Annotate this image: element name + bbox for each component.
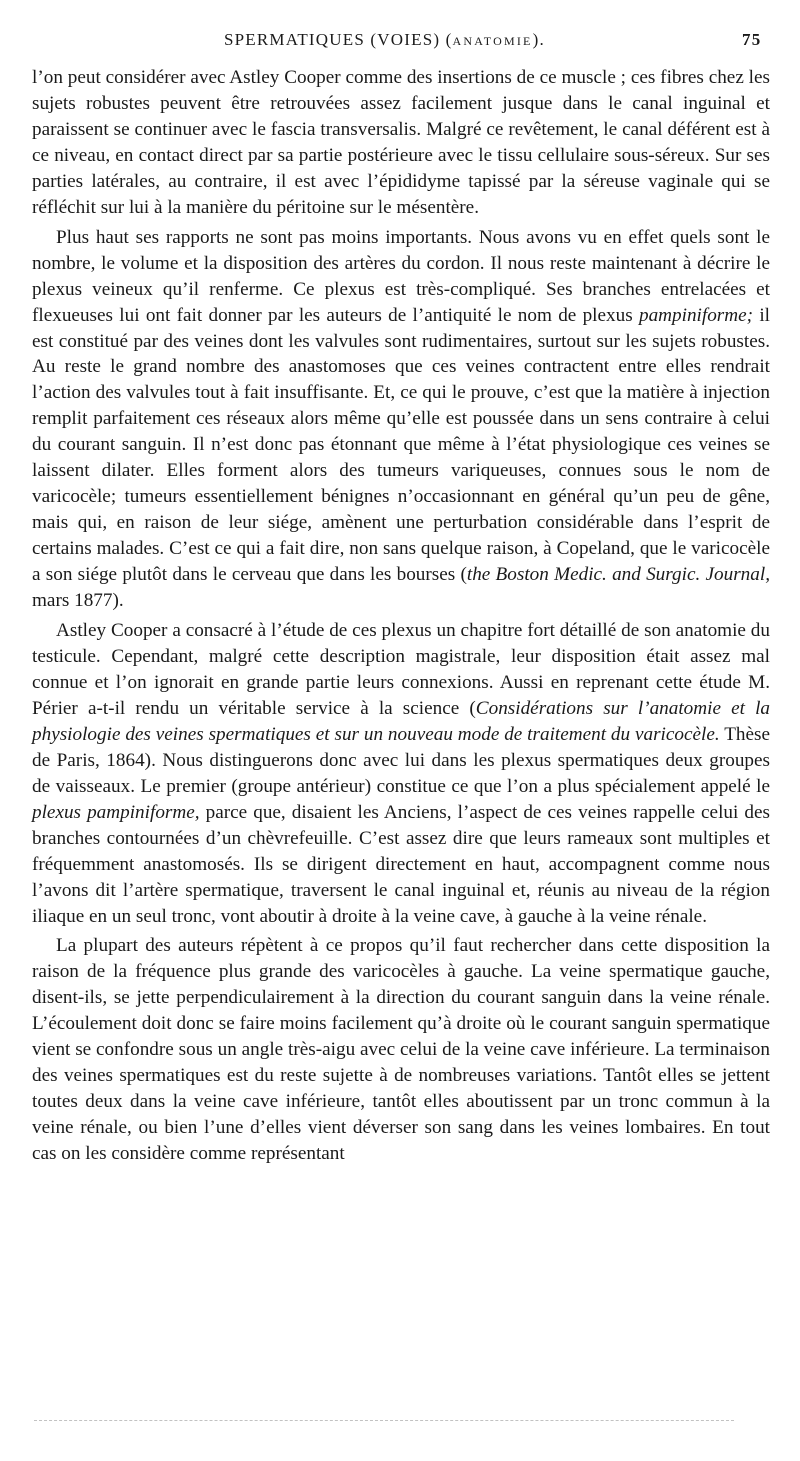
running-header: [0, 30, 800, 54]
paragraph-1: [32, 65, 770, 221]
footer-dotted-rule: [34, 1420, 734, 1421]
running-title-small-caps: ANATOMIE: [452, 34, 533, 48]
running-title-end: ).: [532, 30, 545, 49]
running-title-main: SPERMATIQUES (VOIES) (: [224, 30, 453, 49]
paragraph-3-italic-a: Considérations sur l’anatomie et la physiologie des veines spermatiques et sur un nouveau mode de traitement du varicocèle.: [32, 697, 771, 745]
paragraph-2-text-b: il est constitué par des veines dont les valvules sont rudimentaires, surtout sur les sujets robustes. Au reste le grand nombre des anastomoses que ces veines contractent entre elles rendrait l’action des valvules tout à fait insuffisante. Et, ce qui le prouve, c’est que la matière à injection remplit parfaitement ces réseaux alors même qu’elle est poussée dans un sens contraire à celui du courant sanguin. Il n’est donc pas étonnant que même à l’état physiologique ces veines se laissent dilater. Elles forment alors des tumeurs variqueuses, connues sous le nom de varicocèle; tumeurs essentiellement bénignes n’occasionnant en général qu’un peu de gêne, mais qui, en raison de leur siége, amènent une perturbation considérable dans l’esprit de certains malades. C’est ce qui a fait dire, non sans quelque raison, à Copeland, que le varicocèle a son siége plutôt dans le cerveau que dans les bourses (: [32, 304, 770, 586]
paragraph-2: [32, 225, 770, 614]
paragraph-1-text: l’on peut considérer avec Astley Cooper comme des insertions de ce muscle ; ces fibres chez les sujets robustes peuvent être retrouvées assez facilement jusque dans le canal inguinal et paraissent se continuer avec le fascia transversalis. Malgré ce revêtement, le canal déférent est à ce niveau, en contact direct par sa partie postérieure avec le tissu cellulaire sous-séreux. Sur ses parties latérales, au contraire, il est avec l’épididyme tapissé par la séreuse vaginale qui se réfléchit sur lui à la manière du péritoine sur le mésentère.: [32, 67, 770, 218]
paragraph-3: [32, 618, 770, 929]
paragraph-3-italic-b: plexus pampiniforme,: [32, 801, 200, 823]
paragraph-4-text: La plupart des auteurs répètent à ce propos qu’il faut rechercher dans cette disposition la raison de la fréquence plus grande des varicocèles à gauche. La veine spermatique gauche, disent-ils, se jette perpendiculairement à la direction du courant sanguin dans la veine rénale. L’écoulement doit donc se faire moins facilement qu’à droite où le courant sanguin spermatique vient se confondre sous un angle très-aigu avec celui de la veine cave inférieure. La terminaison des veines spermatiques est du reste sujette à de nombreuses variations. Tantôt elles se jettent toutes deux dans la veine cave inférieure, tantôt elles aboutissent par un tronc commun à la veine rénale, ou bien l’une d’elles vient déverser son sang dans les veines lombaires. En tout cas on les considère comme représentant: [32, 935, 770, 1165]
paragraph-3-text-b: Thèse de Paris, 1864). Nous distinguerons donc avec lui dans les plexus spermatiques deux groupes de vaisseaux. Le premier (groupe antérieur) constitue ce que l’on a plus spécialement appelé le: [32, 723, 771, 797]
paragraph-2-text-a: Plus haut ses rapports ne sont pas moins importants. Nous avons vu en effet quels sont le nombre, le volume et la disposition des artères du cordon. Il nous reste maintenant à décrire le plexus veineux qu’il renferme. Ce plexus est très-compliqué. Ses branches entrelacées et flexueuses lui ont fait donner par les auteurs de l’antiquité le nom de plexus: [32, 226, 770, 326]
page-number: 75: [742, 30, 762, 49]
running-title: [224, 30, 545, 50]
paragraph-3-text-a: Astley Cooper a consacré à l’étude de ces plexus un chapitre fort détaillé de son anatomie du testicule. Cependant, malgré cette description magistrale, leur disposition était assez mal connue et l’on ignorait en grande partie leurs connexions. Aussi en reprenant cette étude M. Périer a-t-il rendu un véritable service à la science (: [32, 620, 770, 719]
paragraph-2-text-c: mars 1877).: [32, 590, 124, 612]
paragraph-2-italic-b: the Boston Medic. and Surgic. Journal,: [466, 564, 770, 586]
article-body: [32, 65, 770, 1167]
paragraph-2-italic-a: pampiniforme;: [638, 304, 754, 326]
paragraph-3-text-c: parce que, disaient les Anciens, l’aspect de ces veines rappelle celui des branches contournées d’un chèvrefeuille. C’est assez dire que leurs rameaux sont multiples et fréquemment anastomosés. Ils se dirigent directement en haut, accompagnent comme nous l’avons dit l’artère spermatique, traversent le canal inguinal et, réunis au niveau de la région iliaque en un seul tronc, vont aboutir à droite à la veine cave, à gauche à la veine rénale.: [32, 801, 770, 927]
paragraph-4: [32, 933, 770, 1167]
